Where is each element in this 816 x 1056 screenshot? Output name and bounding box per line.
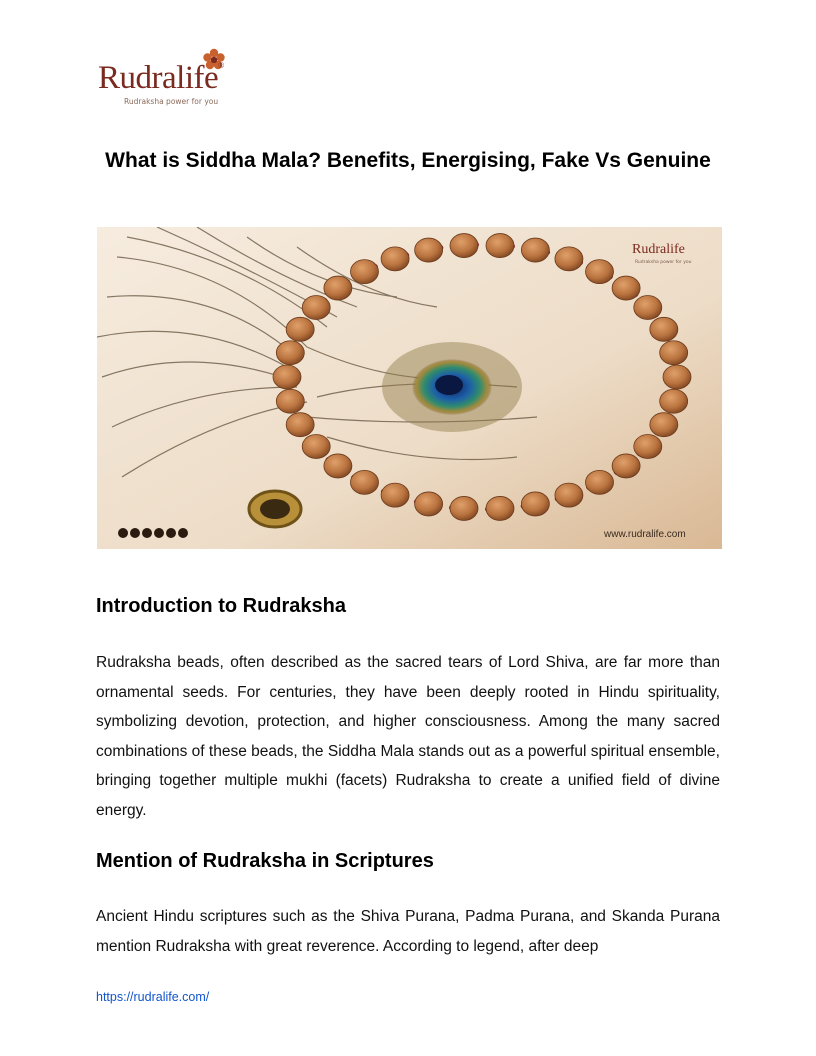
linkedin-icon xyxy=(130,528,140,538)
pinterest-icon xyxy=(178,528,188,538)
mala-bead xyxy=(415,238,443,262)
hero-brand: Rudralife xyxy=(632,242,685,257)
mala-bead xyxy=(286,413,314,437)
hero-tagline: Rudraksha power for you xyxy=(635,260,692,265)
mala-bead xyxy=(586,260,614,284)
mala-bead xyxy=(450,234,478,258)
facebook-icon xyxy=(118,528,128,538)
section-heading-introduction: Introduction to Rudraksha xyxy=(96,595,346,617)
mala-bead xyxy=(586,470,614,494)
mala-bead xyxy=(555,483,583,507)
mala-bead xyxy=(486,496,514,520)
section-paragraph-introduction: Rudraksha beads, often described as the sacred tears of Lord Shiva, are far more than ornamental seeds. For centuries, they have been deeply rooted in Hindu spirituality, symbolizing devotion, protection, and higher consciousness. Among the many sacred combinations of these beads, the Siddha Mala stands out as a powerful spiritual ensemble, bringing together multiple mukhi (facets) Rudraksha to create a unified field of divine energy. xyxy=(96,654,720,819)
mala-bead xyxy=(612,276,640,300)
mala-bead xyxy=(521,238,549,262)
logo-wordmark: Rudralife® xyxy=(98,60,224,96)
mala-bead xyxy=(381,483,409,507)
mala-bead xyxy=(660,341,688,365)
logo-tagline: Rudraksha power for you xyxy=(124,97,219,106)
mala-bead xyxy=(650,413,678,437)
page-title: What is Siddha Mala? Benefits, Energising, Fake Vs Genuine xyxy=(105,149,711,172)
mala-bead xyxy=(276,389,304,413)
mala-bead xyxy=(663,365,691,389)
hero-image xyxy=(97,227,722,549)
twitter-icon xyxy=(142,528,152,538)
mala-bead xyxy=(660,389,688,413)
section-paragraph-scriptures: Ancient Hindu scriptures such as the Shiva Purana, Padma Purana, and Skanda Purana mention Rudraksha with great reverence. According to legend, after deep xyxy=(96,908,720,955)
mala-bead xyxy=(350,470,378,494)
mala-bead xyxy=(634,296,662,320)
mala-bead xyxy=(486,234,514,258)
mala-bead xyxy=(350,260,378,284)
mala-bead xyxy=(634,434,662,458)
mala-bead xyxy=(302,296,330,320)
mala-bead xyxy=(324,276,352,300)
mala-bead xyxy=(302,434,330,458)
mala-bead xyxy=(381,247,409,271)
footer-link[interactable]: https://rudralife.com/ xyxy=(96,990,210,1004)
mala-bead xyxy=(415,492,443,516)
mala-bead xyxy=(450,496,478,520)
mala-bead xyxy=(324,454,352,478)
hero-website: www.rudralife.com xyxy=(604,529,686,540)
mala-bead xyxy=(286,317,314,341)
mala-bead xyxy=(650,317,678,341)
instagram-icon xyxy=(166,528,176,538)
mala-bead xyxy=(276,341,304,365)
mala-bead xyxy=(273,365,301,389)
mala-bead xyxy=(555,247,583,271)
mala-bead xyxy=(612,454,640,478)
mala-bead xyxy=(521,492,549,516)
section-heading-scriptures: Mention of Rudraksha in Scriptures xyxy=(96,850,434,872)
youtube-icon xyxy=(154,528,164,538)
brand-logo[interactable] xyxy=(98,48,268,108)
